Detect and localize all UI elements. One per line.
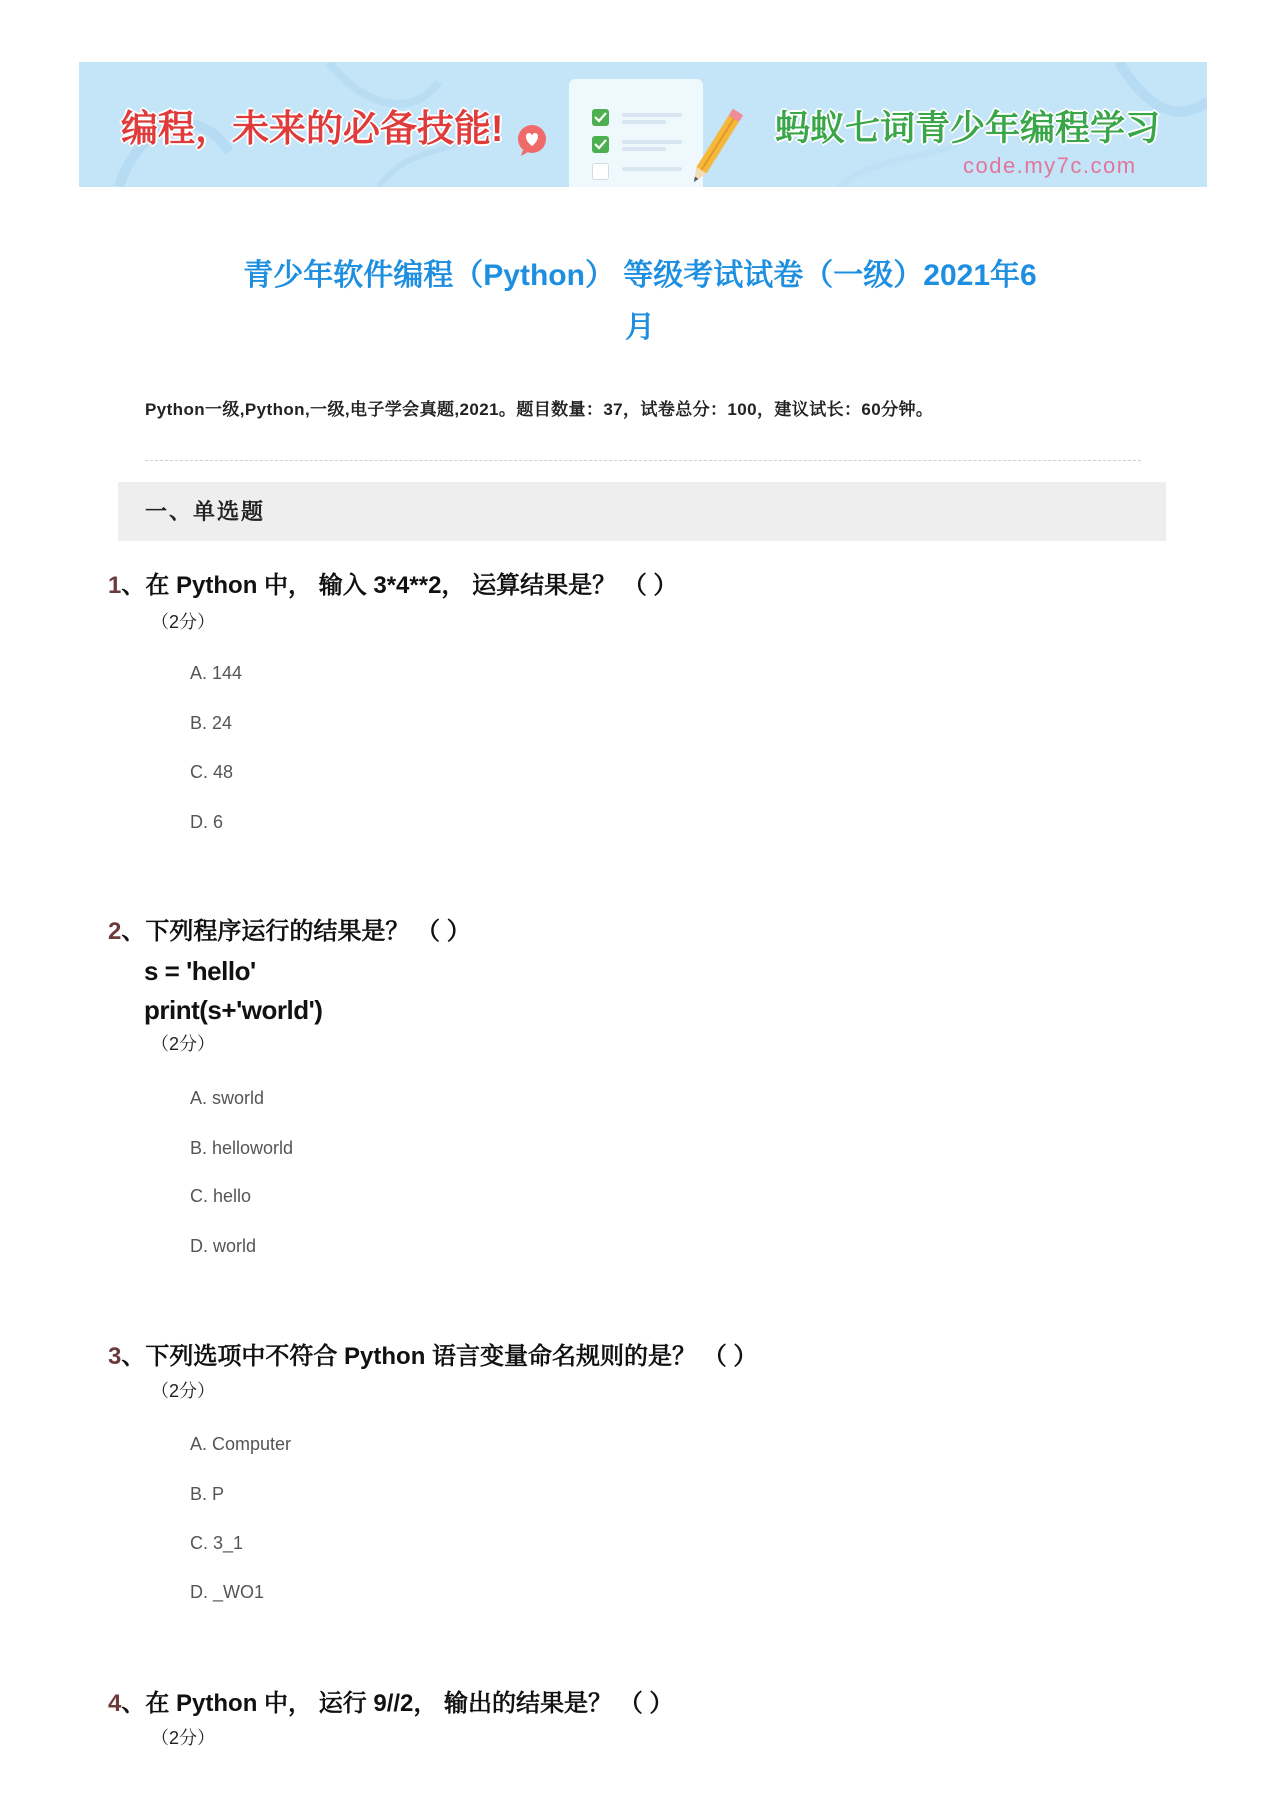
question-text: 下列程序运行的结果是？ （ ） [145,918,471,945]
question-title [108,1688,673,1720]
check-icon [592,136,609,153]
banner-slogan: 编程，未来的必备技能! [121,108,504,149]
check-icon [592,109,609,126]
header-banner [79,62,1207,187]
option-c: C. hello [190,1186,252,1206]
question-number: 2 [108,918,122,945]
checklist-row [592,109,688,127]
question-separator: 、 [121,572,146,599]
option-d: D. _WO1 [190,1582,265,1602]
question-title [108,1341,757,1373]
pencil-icon [684,102,754,187]
question-score: （2分） [151,1034,216,1054]
code-line: print(s+'world') [144,995,323,1025]
option-c: C. 48 [190,762,234,782]
section-header [118,482,1166,541]
checklist-line [622,140,682,144]
exam-meta: Python一级,Python,一级,电子学会真题,2021。题目数量：37，试卷总分：100，建议试长：60分钟。 [145,400,934,419]
page-title: 青少年软件编程（Python） 等级考试试卷（一级）2021年6 [243,259,1037,292]
page-title-continued: 月 [625,311,655,344]
code-line: s = 'hello' [144,956,256,986]
heart-bubble-icon [515,123,549,157]
section-title: 一、单选题 [145,499,266,524]
question-number: 4 [108,1690,122,1717]
checklist-row [592,163,688,181]
checklist-line [622,167,682,171]
question-score: （2分） [151,612,216,632]
option-d: D. world [190,1236,257,1256]
option-b: B. 24 [190,713,233,733]
checklist-line [622,120,666,124]
option-c: C. 3_1 [190,1533,244,1553]
question-separator: 、 [121,1690,146,1717]
option-b: B. P [190,1484,225,1504]
question-title [108,916,471,948]
question-number: 1 [108,572,122,599]
question-text: 下列选项中不符合 Python 语言变量命名规则的是？ （ ） [145,1343,758,1370]
question-score: （2分） [151,1381,216,1401]
option-d: D. 6 [190,812,224,832]
option-b: B. helloworld [190,1138,294,1158]
banner-brand: 蚂蚁七词青少年编程学习 [775,109,1161,148]
checklist-line [622,113,682,117]
question-number: 3 [108,1343,122,1370]
question-text: 在 Python 中， 输入 3*4**2， 运算结果是？ （ ） [145,572,678,599]
banner-url: code.my7c.com [963,153,1137,178]
question-score: （2分） [151,1728,216,1748]
question-separator: 、 [121,918,146,945]
dashed-divider [145,460,1141,461]
question-text: 在 Python 中， 运行 9//2， 输出的结果是？ （ ） [145,1690,674,1717]
checklist-row [592,136,688,154]
question-title [108,570,677,602]
unchecked-box-icon [592,163,609,180]
checklist-icon [569,79,703,187]
option-a: A. sworld [190,1088,265,1108]
checklist-line [622,147,666,151]
option-a: A. Computer [190,1434,292,1454]
question-separator: 、 [121,1343,146,1370]
option-a: A. 144 [190,663,243,683]
